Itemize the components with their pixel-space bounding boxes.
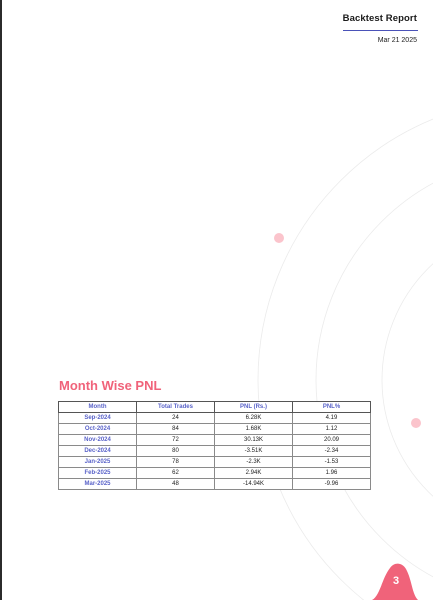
table-row bbox=[59, 468, 371, 479]
decor-ring-outer bbox=[258, 98, 433, 600]
page-number: 3 bbox=[392, 575, 400, 587]
decor-dot-right bbox=[411, 418, 421, 428]
month-wise-pnl-table bbox=[58, 401, 371, 490]
month-cell: Feb-2025 bbox=[59, 468, 137, 479]
report-date: Mar 21 2025 bbox=[377, 37, 417, 44]
total-trades-cell: 48 bbox=[137, 479, 215, 490]
report-title: Backtest Report bbox=[342, 13, 417, 24]
total-trades-cell: 24 bbox=[137, 413, 215, 424]
table-row bbox=[59, 446, 371, 457]
pnl-percent-cell: -2.34 bbox=[293, 446, 371, 457]
pnl-rs-cell: 30.13K bbox=[215, 435, 293, 446]
decor-ring-inner bbox=[382, 222, 433, 538]
pnl-rs-cell: -3.51K bbox=[215, 446, 293, 457]
month-cell: Dec-2024 bbox=[59, 446, 137, 457]
pnl-percent-cell: 1.96 bbox=[293, 468, 371, 479]
pnl-rs-cell: -2.3K bbox=[215, 457, 293, 468]
month-cell: Jan-2025 bbox=[59, 457, 137, 468]
pnl-percent-cell: 20.09 bbox=[293, 435, 371, 446]
pnl-percent-cell: 4.19 bbox=[293, 413, 371, 424]
month-cell: Sep-2024 bbox=[59, 413, 137, 424]
month-cell: Oct-2024 bbox=[59, 424, 137, 435]
total-trades-cell: 80 bbox=[137, 446, 215, 457]
section-title: Month Wise PNL bbox=[59, 378, 162, 393]
column-header-month: Month bbox=[59, 402, 137, 413]
column-header-total-trades: Total Trades bbox=[137, 402, 215, 413]
pnl-percent-cell: 1.12 bbox=[293, 424, 371, 435]
total-trades-cell: 62 bbox=[137, 468, 215, 479]
pnl-percent-cell: -9.96 bbox=[293, 479, 371, 490]
total-trades-cell: 78 bbox=[137, 457, 215, 468]
column-header-pnl-percent: PNL% bbox=[293, 402, 371, 413]
column-header-pnl-rs: PNL (Rs.) bbox=[215, 402, 293, 413]
table-header-row bbox=[59, 402, 371, 413]
table-row bbox=[59, 479, 371, 490]
month-cell: Mar-2025 bbox=[59, 479, 137, 490]
total-trades-cell: 84 bbox=[137, 424, 215, 435]
table-row bbox=[59, 413, 371, 424]
decor-ring-middle bbox=[316, 156, 433, 600]
decor-dot-upper bbox=[274, 233, 284, 243]
table-row bbox=[59, 435, 371, 446]
pnl-percent-cell: -1.53 bbox=[293, 457, 371, 468]
table-row bbox=[59, 424, 371, 435]
pnl-rs-cell: -14.94K bbox=[215, 479, 293, 490]
pnl-rs-cell: 1.68K bbox=[215, 424, 293, 435]
pnl-rs-cell: 2.94K bbox=[215, 468, 293, 479]
month-cell: Nov-2024 bbox=[59, 435, 137, 446]
total-trades-cell: 72 bbox=[137, 435, 215, 446]
table-row bbox=[59, 457, 371, 468]
pnl-rs-cell: 6.28K bbox=[215, 413, 293, 424]
